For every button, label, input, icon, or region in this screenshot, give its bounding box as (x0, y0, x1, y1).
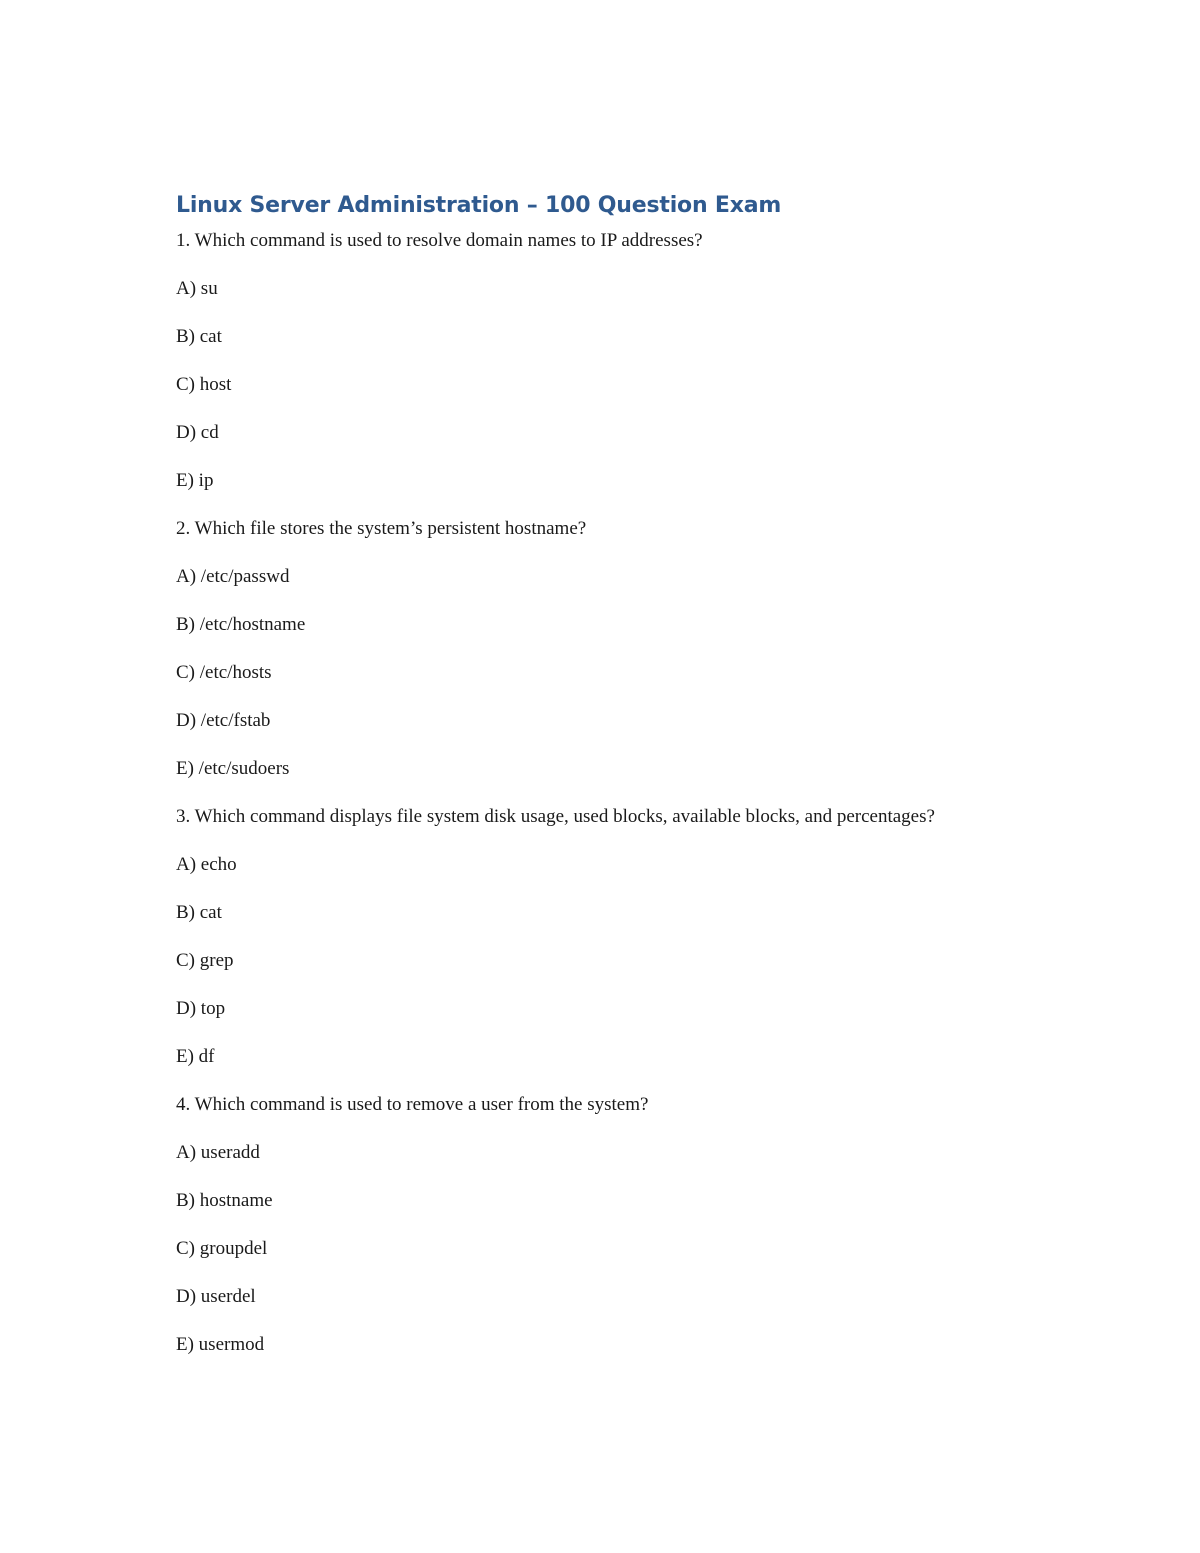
answer-option: A) useradd (176, 1142, 260, 1163)
answer-option: B) /etc/hostname (176, 614, 306, 635)
answer-option: D) userdel (176, 1286, 256, 1307)
question-text: 4. Which command is used to remove a user from the system? (176, 1094, 649, 1115)
answer-option: B) hostname (176, 1190, 273, 1211)
question-text: 3. Which command displays file system disk usage, used blocks, available blocks, and percentages? (176, 806, 935, 827)
question-block (176, 226, 966, 496)
answer-option: B) cat (176, 326, 222, 347)
answer-option: B) cat (176, 902, 222, 923)
answer-option: C) /etc/hosts (176, 662, 272, 683)
answer-option: E) ip (176, 470, 214, 491)
answer-option: D) cd (176, 422, 219, 443)
answer-option: A) echo (176, 854, 237, 875)
answer-option: D) /etc/fstab (176, 710, 271, 731)
answer-option: D) top (176, 998, 226, 1019)
answer-option: E) df (176, 1046, 215, 1067)
document-title: Linux Server Administration – 100 Question Exam (176, 193, 782, 218)
answer-option: C) groupdel (176, 1238, 268, 1259)
answer-option: E) /etc/sudoers (176, 758, 290, 779)
question-block (176, 1090, 966, 1360)
question-text: 2. Which file stores the system’s persistent hostname? (176, 518, 587, 539)
answer-option: C) grep (176, 950, 234, 971)
answer-option: A) /etc/passwd (176, 566, 290, 587)
answer-option: A) su (176, 278, 218, 299)
document-body (176, 190, 966, 1360)
question-block (176, 514, 966, 784)
question-text: 1. Which command is used to resolve domain names to IP addresses? (176, 230, 703, 251)
answer-option: C) host (176, 374, 232, 395)
answer-option: E) usermod (176, 1334, 265, 1355)
question-block (176, 802, 966, 1072)
